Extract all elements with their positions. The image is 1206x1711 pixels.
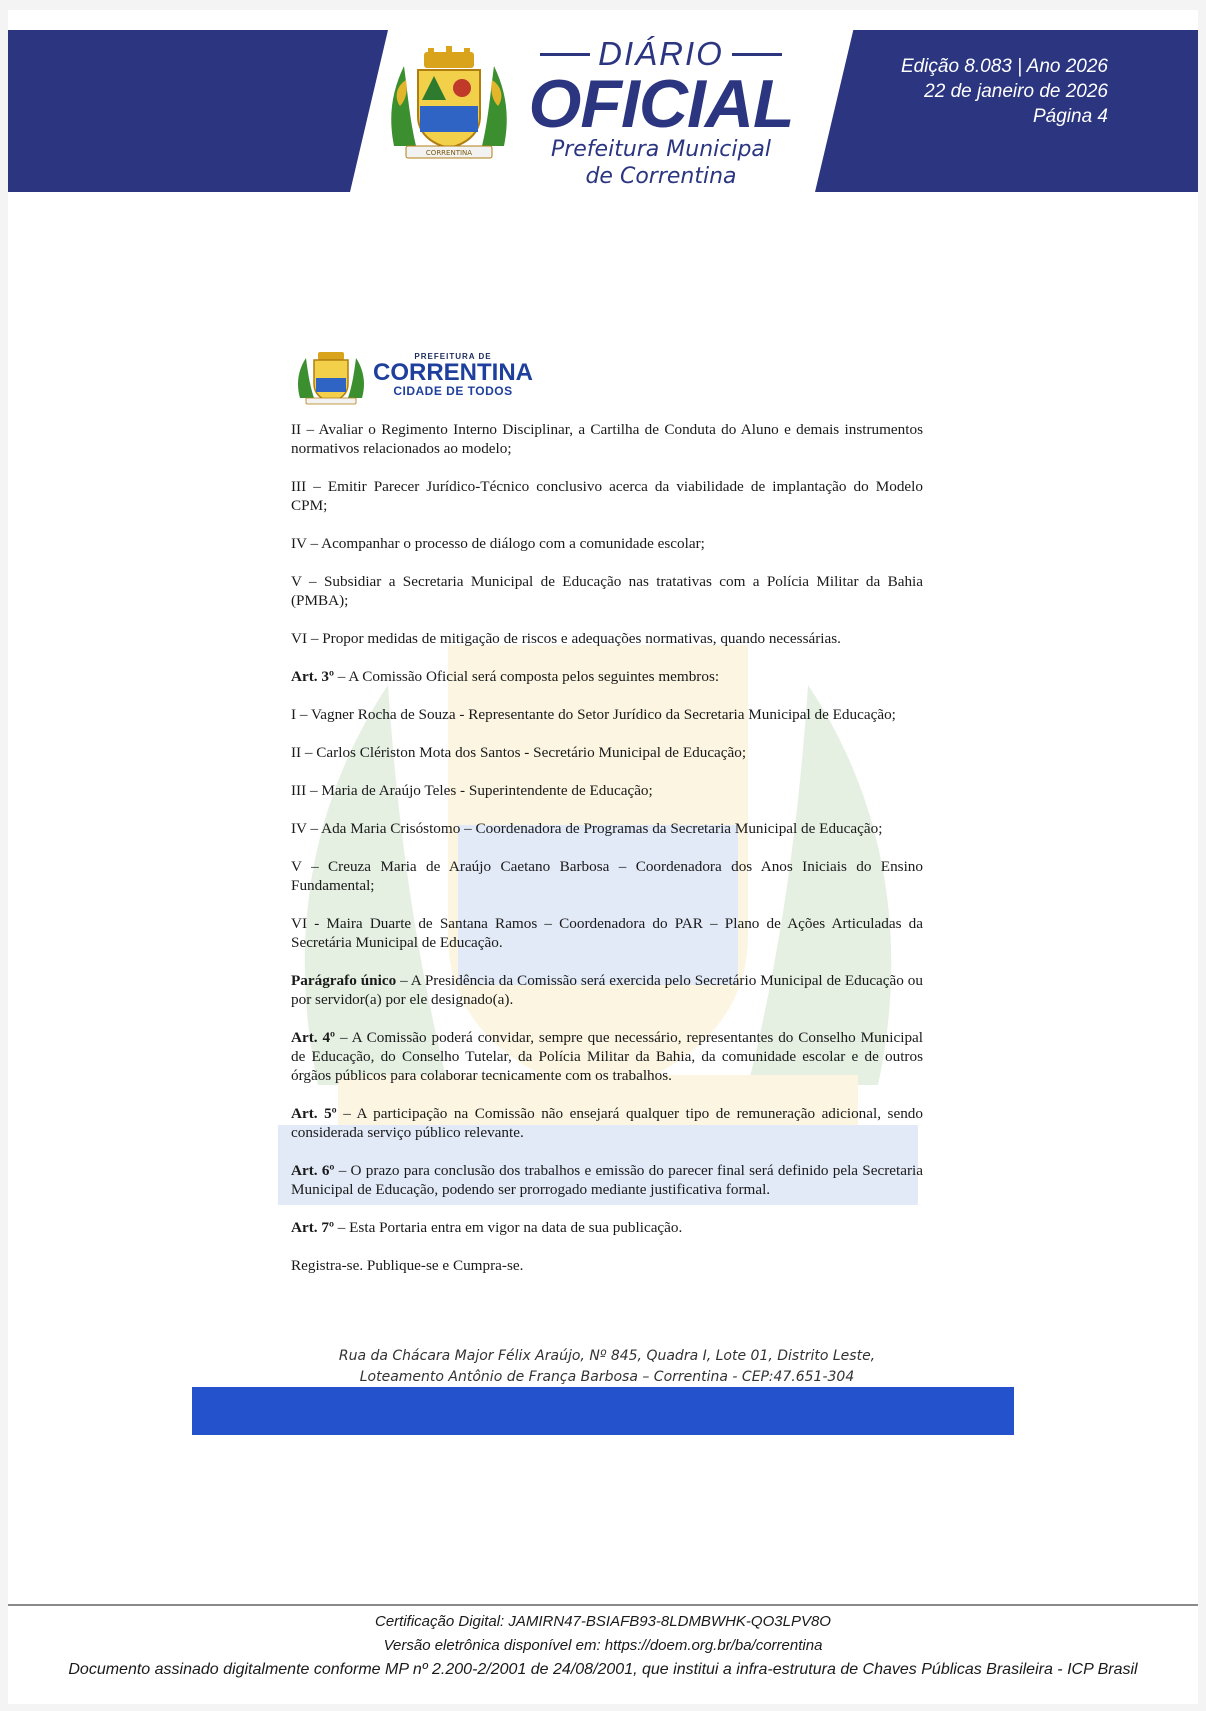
edition-info — [901, 54, 1108, 129]
document-body — [291, 420, 923, 1294]
paragrafo-unico — [291, 971, 923, 1009]
article-7-text: – Esta Portaria entra em vigor na data de sua publicação. — [333, 1219, 683, 1236]
address-block — [291, 1346, 923, 1388]
paragraph-item-v: V – Subsidiar a Secretaria Municipal de Educação nas tratativas com a Polícia Militar da Bahia (PMBA); — [291, 573, 923, 609]
member-item-i: I – Vagner Rocha de Souza - Representante do Setor Jurídico da Secretaria Municipal de Educação; — [291, 706, 896, 723]
article-6 — [291, 1161, 923, 1199]
header-band-left — [8, 30, 388, 192]
article-4-label: Art. 4º — [291, 1029, 336, 1046]
article-5 — [291, 1104, 923, 1142]
article-3 — [291, 667, 923, 686]
crest-ribbon-text: CORRENTINA — [425, 149, 473, 157]
footer-versao: Versão eletrônica disponível em: https://doem.org.br/ba/correntina — [383, 1637, 823, 1654]
masthead-oficial: OFICIAL — [528, 66, 794, 142]
article-6-text: – O prazo para conclusão dos trabalhos e emissão do parecer final será definido pela Secretaria Municipal de Educação, podendo ser prorrogado mediante justificativa formal. — [291, 1162, 924, 1198]
paragraph-item-vi: VI – Propor medidas de mitigação de riscos e adequações normativas, quando necessárias. — [291, 630, 841, 647]
member-item-vi: VI - Maira Duarte de Santana Ramos – Coordenadora do PAR – Plano de Ações Articuladas da Secretária Municipal de Educação. — [291, 915, 923, 951]
member-item-iii: III – Maria de Araújo Teles - Superintendente de Educação; — [291, 782, 653, 799]
masthead-prefeitura-1: Prefeitura Municipal — [550, 137, 772, 162]
article-7-label: Art. 7º — [291, 1219, 334, 1236]
masthead-prefeitura-2: de Correntina — [585, 164, 737, 189]
footer-legal: Documento assinado digitalmente conforme MP nº 2.200-2/2001 de 24/08/2001, que institui a infra-estrutura de Chaves Públicas Brasileira - ICP Brasil — [68, 1661, 1138, 1678]
article-4 — [291, 1028, 923, 1085]
article-6-label: Art. 6º — [291, 1162, 335, 1179]
masthead-rule-right — [732, 53, 782, 56]
footer — [8, 1610, 1198, 1682]
masthead-rule-left — [540, 53, 590, 56]
paragrafo-unico-text: – A Presidência da Comissão será exercida pelo Secretário Municipal de Educação ou por servidor(a) por ele designado(a). — [291, 972, 923, 1008]
member-item-v: V – Creuza Maria de Araújo Caetano Barbosa – Coordenadora dos Anos Iniciais do Ensino Fundamental; — [291, 858, 923, 894]
article-5-text: – A participação na Comissão não ensejará qualquer tipo de remuneração adicional, sendo considerada serviço público relevante. — [291, 1105, 923, 1141]
edition-number: Edição 8.083 | Ano 2026 — [900, 56, 1108, 77]
masthead — [520, 36, 802, 190]
edition-date: 22 de janeiro de 2026 — [924, 81, 1108, 102]
page-number: Página 4 — [1032, 106, 1108, 127]
footer-divider — [8, 1604, 1198, 1606]
municipal-crest-icon — [386, 46, 512, 162]
address-line-2: Loteamento Antônio de França Barbosa – Correntina - CEP:47.651-304 — [359, 1369, 855, 1385]
paragraph-item-iv: IV – Acompanhar o processo de diálogo com a comunidade escolar; — [291, 535, 705, 552]
member-item-iv: IV – Ada Maria Crisóstomo – Coordenadora de Programas da Secretaria Municipal de Educação; — [291, 820, 883, 837]
prefeitura-crest-icon — [296, 348, 366, 406]
masthead-diario: DIÁRIO — [598, 35, 724, 72]
article-4-text: – A Comissão poderá convidar, sempre que necessário, representantes do Conselho Municipal de Educação, do Conselho Tutelar, da Polícia Militar da Bahia, da comunidade escolar e de outros órgãos públicos para colaborar tecnicamente com os trabalhos. — [291, 1029, 924, 1084]
address-line-1: Rua da Chácara Major Félix Araújo, Nº 845, Quadra I, Lote 01, Distrito Leste, — [338, 1348, 876, 1364]
member-item-ii: II – Carlos Clériston Mota dos Santos - Secretário Municipal de Educação; — [291, 744, 747, 761]
paragrafo-unico-label: Parágrafo único — [291, 972, 397, 989]
prefeitura-logo — [368, 352, 538, 398]
logo-tagline: CIDADE DE TODOS — [393, 384, 513, 398]
footer-certificacao: Certificação Digital: JAMIRN47-BSIAFB93-8LDMBWHK-QO3LPV8O — [375, 1613, 831, 1630]
article-3-label: Art. 3º — [291, 668, 334, 685]
article-7 — [291, 1218, 923, 1237]
logo-correntina: CORRENTINA — [373, 359, 533, 386]
document-page — [8, 10, 1198, 1704]
paragraph-item-iii: III – Emitir Parecer Jurídico-Técnico conclusivo acerca da viabilidade de implantação do Modelo CPM; — [291, 478, 923, 514]
logo-prefeitura-de: PREFEITURA DE — [414, 352, 492, 361]
article-3-text: – A Comissão Oficial será composta pelos seguintes membros: — [333, 668, 720, 685]
accent-bar — [192, 1387, 1014, 1435]
article-5-label: Art. 5º — [291, 1105, 337, 1122]
closing-formula: Registra-se. Publique-se e Cumpra-se. — [291, 1257, 524, 1274]
paragraph-item-ii: II – Avaliar o Regimento Interno Disciplinar, a Cartilha de Conduta do Aluno e demais instrumentos normativos relacionados ao modelo; — [291, 421, 923, 457]
